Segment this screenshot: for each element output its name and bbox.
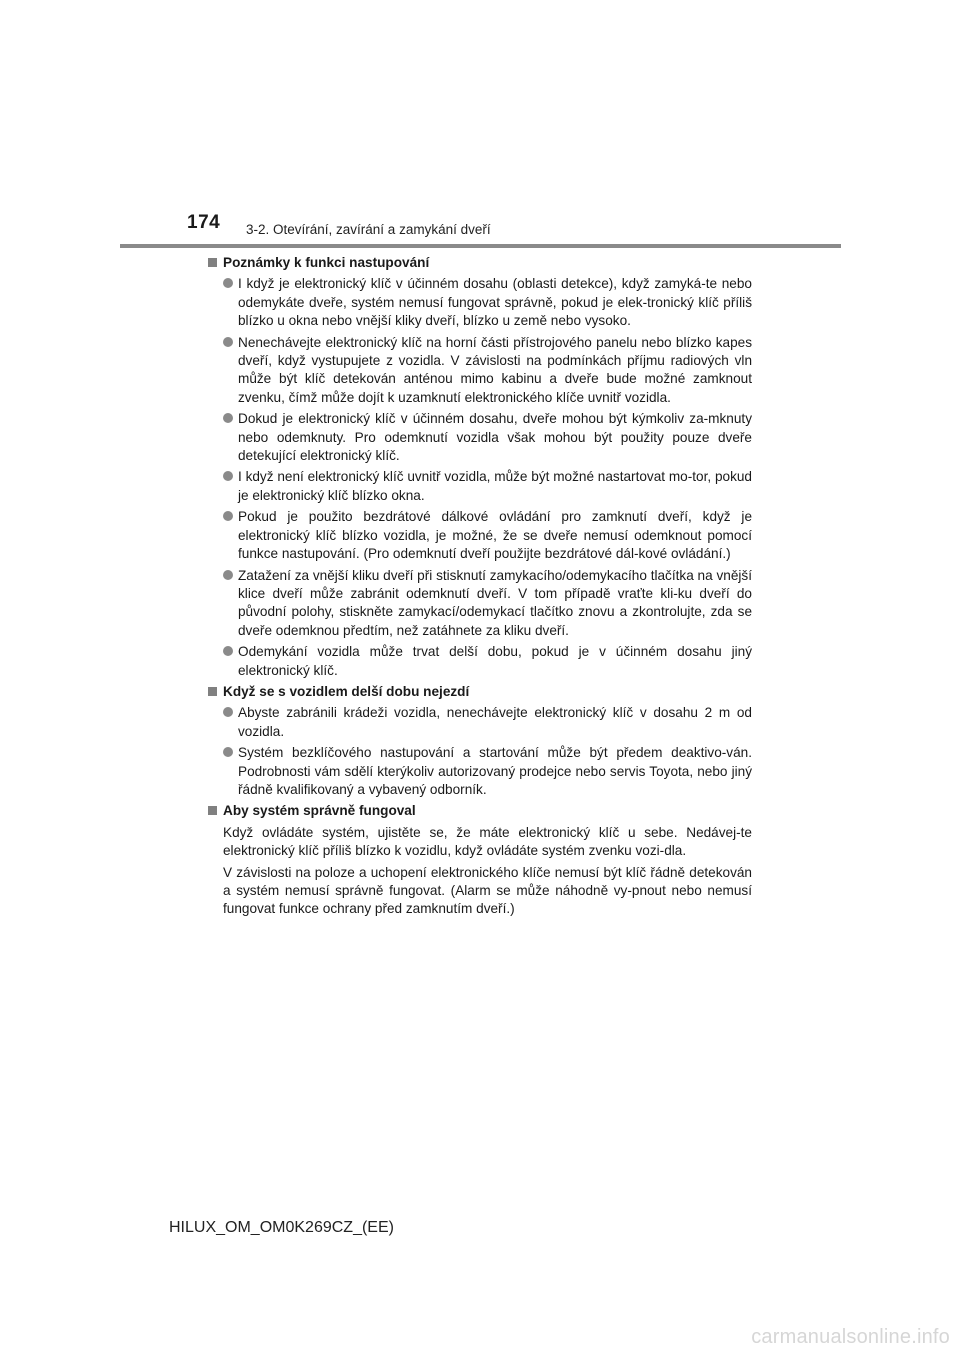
section-heading — [208, 254, 752, 272]
section-heading-text: Poznámky k funkci nastupování — [223, 255, 430, 270]
section-heading — [208, 802, 752, 820]
list-item-text: Systém bezklíčového nastupování a startování může být předem deaktivo-ván. Podrobnosti vám sdělí kterýkoliv autorizovaný prodejce nebo servis Toyota, nebo jiný řádně kvalifikovaný a vybavený odborník. — [238, 745, 752, 797]
page-content — [208, 254, 752, 922]
list-item — [208, 704, 752, 741]
list-item-text: Abyste zabránili krádeži vozidla, nenechávejte elektronický klíč v dosahu 2 m od vozidla. — [238, 705, 752, 739]
round-bullet-icon — [223, 511, 233, 521]
page-number: 174 — [187, 212, 221, 233]
square-bullet-icon — [208, 687, 217, 696]
document-code: HILUX_OM_OM0K269CZ_(EE) — [169, 1219, 394, 1236]
list-item-text: I když je elektronický klíč v účinném dosahu (oblasti detekce), když zamyká-te nebo odemykáte dveře, systém nemusí fungovat správně, pokud je elek-tronický klíč příliš blízko u okna nebo vnější kliky dveří, blízko u země nebo vysoko. — [238, 276, 752, 329]
round-bullet-icon — [223, 278, 233, 288]
section-title: 3-2. Otevírání, zavírání a zamykání dveří — [246, 222, 491, 237]
list-item — [208, 508, 752, 563]
list-item-text: Pokud je použito bezdrátové dálkové ovládání pro zamknutí dveří, když je elektronický klíč blízko vozidla, je možné, že se dveře nemusí odemknout pomocí funkce nastupování. (Pro odemknutí dveří použijte bezdrátové dál-kové ovládání.) — [238, 509, 752, 562]
list-item — [208, 410, 752, 465]
body-paragraph: V závislosti na poloze a uchopení elektronického klíče nemusí být klíč řádně detekován a systém nemusí správně fungovat. (Alarm se může náhodně vy-pnout nebo nemusí fungovat funkce ochrany před zamknutím dveří.) — [223, 864, 752, 917]
list-item — [208, 334, 752, 408]
round-bullet-icon — [223, 337, 233, 347]
round-bullet-icon — [223, 471, 233, 481]
list-item — [208, 744, 752, 799]
round-bullet-icon — [223, 413, 233, 423]
square-bullet-icon — [208, 806, 217, 815]
list-item-text: Dokud je elektronický klíč v účinném dosahu, dveře mohou být kýmkoliv za-mknuty nebo odemknuty. Pro odemknutí vozidla však mohou být použity pouze dveře detekující elektronický klíč. — [238, 411, 752, 464]
list-item — [208, 468, 752, 505]
watermark: carmanualsonline.info — [751, 1326, 950, 1348]
list-item-text: I když není elektronický klíč uvnitř vozidla, může být možné nastartovat mo-tor, pokud je elektronický klíč blízko okna. — [238, 469, 752, 503]
section-heading-text: Aby systém správně fungoval — [223, 803, 416, 819]
section-heading — [208, 683, 752, 701]
round-bullet-icon — [223, 646, 233, 656]
list-item-text: Odemykání vozidla může trvat delší dobu, pokud je v účinném dosahu jiný elektronický klíč. — [238, 644, 752, 678]
round-bullet-icon — [223, 570, 233, 580]
list-item — [208, 643, 752, 680]
header-divider — [120, 244, 841, 248]
section-heading-text: Když se s vozidlem delší dobu nejezdí — [223, 683, 470, 699]
body-paragraph: Když ovládáte systém, ujistěte se, že máte elektronický klíč u sebe. Nedávej-te elektronický klíč příliš blízko k vozidlu, když ovládáte systém zvenku vozi-dla. — [223, 824, 752, 859]
list-item — [208, 567, 752, 641]
list-item-text: Zatažení za vnější kliku dveří při stisknutí zamykacího/odemykacího tlačítka na vnější klice dveří může zabránit odemknutí dveří. V tom případě vraťte kli-ku dveří do původní polohy, stiskněte zamykací/odemykací tlačítko znovu a zkontrolujte, zda se dveře odemknou předtím, než zatáhnete za kliku dveří. — [238, 567, 752, 638]
round-bullet-icon — [223, 747, 233, 757]
list-item — [208, 275, 752, 330]
list-item-text: Nenechávejte elektronický klíč na horní části přístrojového panelu nebo blízko kapes dveří, když vystupujete z vozidla. V závislosti na podmínkách příjmu radiových vln může být klíč detekován anténou mimo kabinu a dveře bude možné zamknout zvenku, čímž může dojít k uzamknutí elektronického klíče uvnitř vozidla. — [238, 334, 752, 405]
square-bullet-icon — [208, 258, 217, 267]
round-bullet-icon — [223, 707, 233, 717]
